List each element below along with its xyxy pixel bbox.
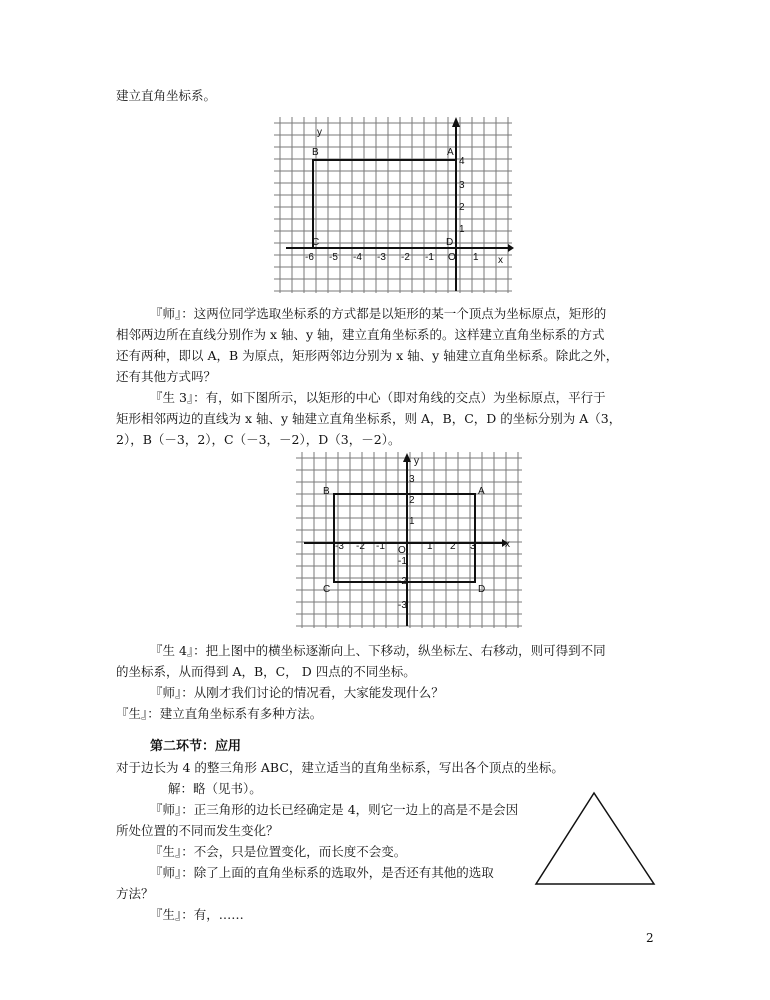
text-line: 建立直角坐标系。 <box>116 88 217 103</box>
origin-label: O <box>448 252 456 263</box>
x-tick-m3: -3 <box>377 252 386 263</box>
x-tick-m2: -2 <box>356 541 365 552</box>
point-label-a: A <box>478 486 485 497</box>
text-line: 所处位置的不同而发生变化？ <box>116 823 279 838</box>
text-line: 方法？ <box>116 886 154 901</box>
text-line: 还有其他方式吗？ <box>116 369 217 384</box>
text-line: 解：略（见书）。 <box>168 781 262 796</box>
point-label-a: A <box>447 147 454 158</box>
y-tick-m3: -3 <box>398 600 407 611</box>
x-tick-m6: -6 <box>305 252 314 263</box>
y-tick-1: 1 <box>459 224 465 235</box>
page-number: 2 <box>646 931 654 945</box>
text-line: 『生 4』：把上图中的横坐标逐渐向上、下移动，纵坐标左、右移动，则可得到不同 <box>150 643 606 658</box>
x-tick-3: 3 <box>470 541 476 552</box>
y-tick-1: 1 <box>409 516 415 527</box>
x-tick-m5: -5 <box>329 252 338 263</box>
text-line: 『生』：不会，只是位置变化，而长度不会变。 <box>150 844 407 859</box>
y-tick-2: 2 <box>459 202 465 213</box>
point-label-b: B <box>323 486 330 497</box>
text-line: 『师』：除了上面的直角坐标系的选取外，是否还有其他的选取 <box>150 865 494 880</box>
point-label-d: D <box>446 237 454 248</box>
text-line: 『生 3』：有，如下图所示，以矩形的中心（即对角线的交点）为坐标原点，平行于 <box>150 390 606 405</box>
y-axis-label: y <box>414 456 419 467</box>
origin-label: O <box>398 545 406 556</box>
x-tick-2: 2 <box>450 541 456 552</box>
text-line: 对于边长为 4 的整三角形 ABC，建立适当的直角坐标系，写出各个顶点的坐标。 <box>116 760 564 775</box>
coordinate-figure-1 <box>270 115 515 295</box>
y-tick-4: 4 <box>459 156 465 167</box>
x-tick-1: 1 <box>473 252 479 263</box>
y-tick-m1: -1 <box>398 556 407 567</box>
x-axis-label: x <box>498 255 503 266</box>
point-label-c: C <box>323 584 331 595</box>
text-line: 的坐标系，从而得到 A，B，C， D 四点的不同坐标。 <box>116 664 416 679</box>
x-tick-m4: -4 <box>353 252 362 263</box>
coordinate-figure-2 <box>290 450 525 630</box>
text-line: 还有两种，即以 A，B 为原点，矩形两邻边分别为 x 轴、y 轴建立直角坐标系。除此之外， <box>116 348 619 363</box>
y-tick-2: 2 <box>409 495 415 506</box>
y-tick-3: 3 <box>409 474 415 485</box>
text-line: 2），B（－3，2），C（－3，－2），D（3，－2）。 <box>116 432 401 447</box>
x-tick-m1: -1 <box>425 252 434 263</box>
x-tick-m3: -3 <box>335 541 344 552</box>
x-tick-m2: -2 <box>401 252 410 263</box>
text-line: 『生』：建立直角坐标系有多种方法。 <box>116 706 323 721</box>
text-line: 『生』：有，…… <box>150 907 244 922</box>
text-line: 『师』：从刚才我们讨论的情况看，大家能发现什么？ <box>150 685 444 700</box>
text-line: 『师』：正三角形的边长已经确定是 4，则它一边上的高是不是会因 <box>150 802 519 817</box>
section-heading: 第二环节：应用 <box>150 739 242 754</box>
y-axis-label: y <box>317 127 322 138</box>
x-tick-m1: -1 <box>376 541 385 552</box>
y-tick-3: 3 <box>459 180 465 191</box>
triangle-figure <box>530 790 660 890</box>
point-label-d: D <box>478 584 486 595</box>
text-line: 『师』：这两位同学选取坐标系的方式都是以矩形的某一个顶点为坐标原点，矩形的 <box>150 306 607 321</box>
point-label-c: C <box>312 237 320 248</box>
text-line: 矩形相邻两边的直线为 x 轴、y 轴建立直角坐标系，则 A，B，C，D 的坐标分别为 A（3， <box>116 411 622 426</box>
x-tick-1: 1 <box>427 541 433 552</box>
y-tick-m2: -2 <box>398 576 407 587</box>
text-line: 相邻两边所在直线分别作为 x 轴、y 轴，建立直角坐标系的。这样建立直角坐标系的方式 <box>116 327 605 342</box>
x-axis-label: x <box>505 539 510 550</box>
point-label-b: B <box>312 147 319 158</box>
